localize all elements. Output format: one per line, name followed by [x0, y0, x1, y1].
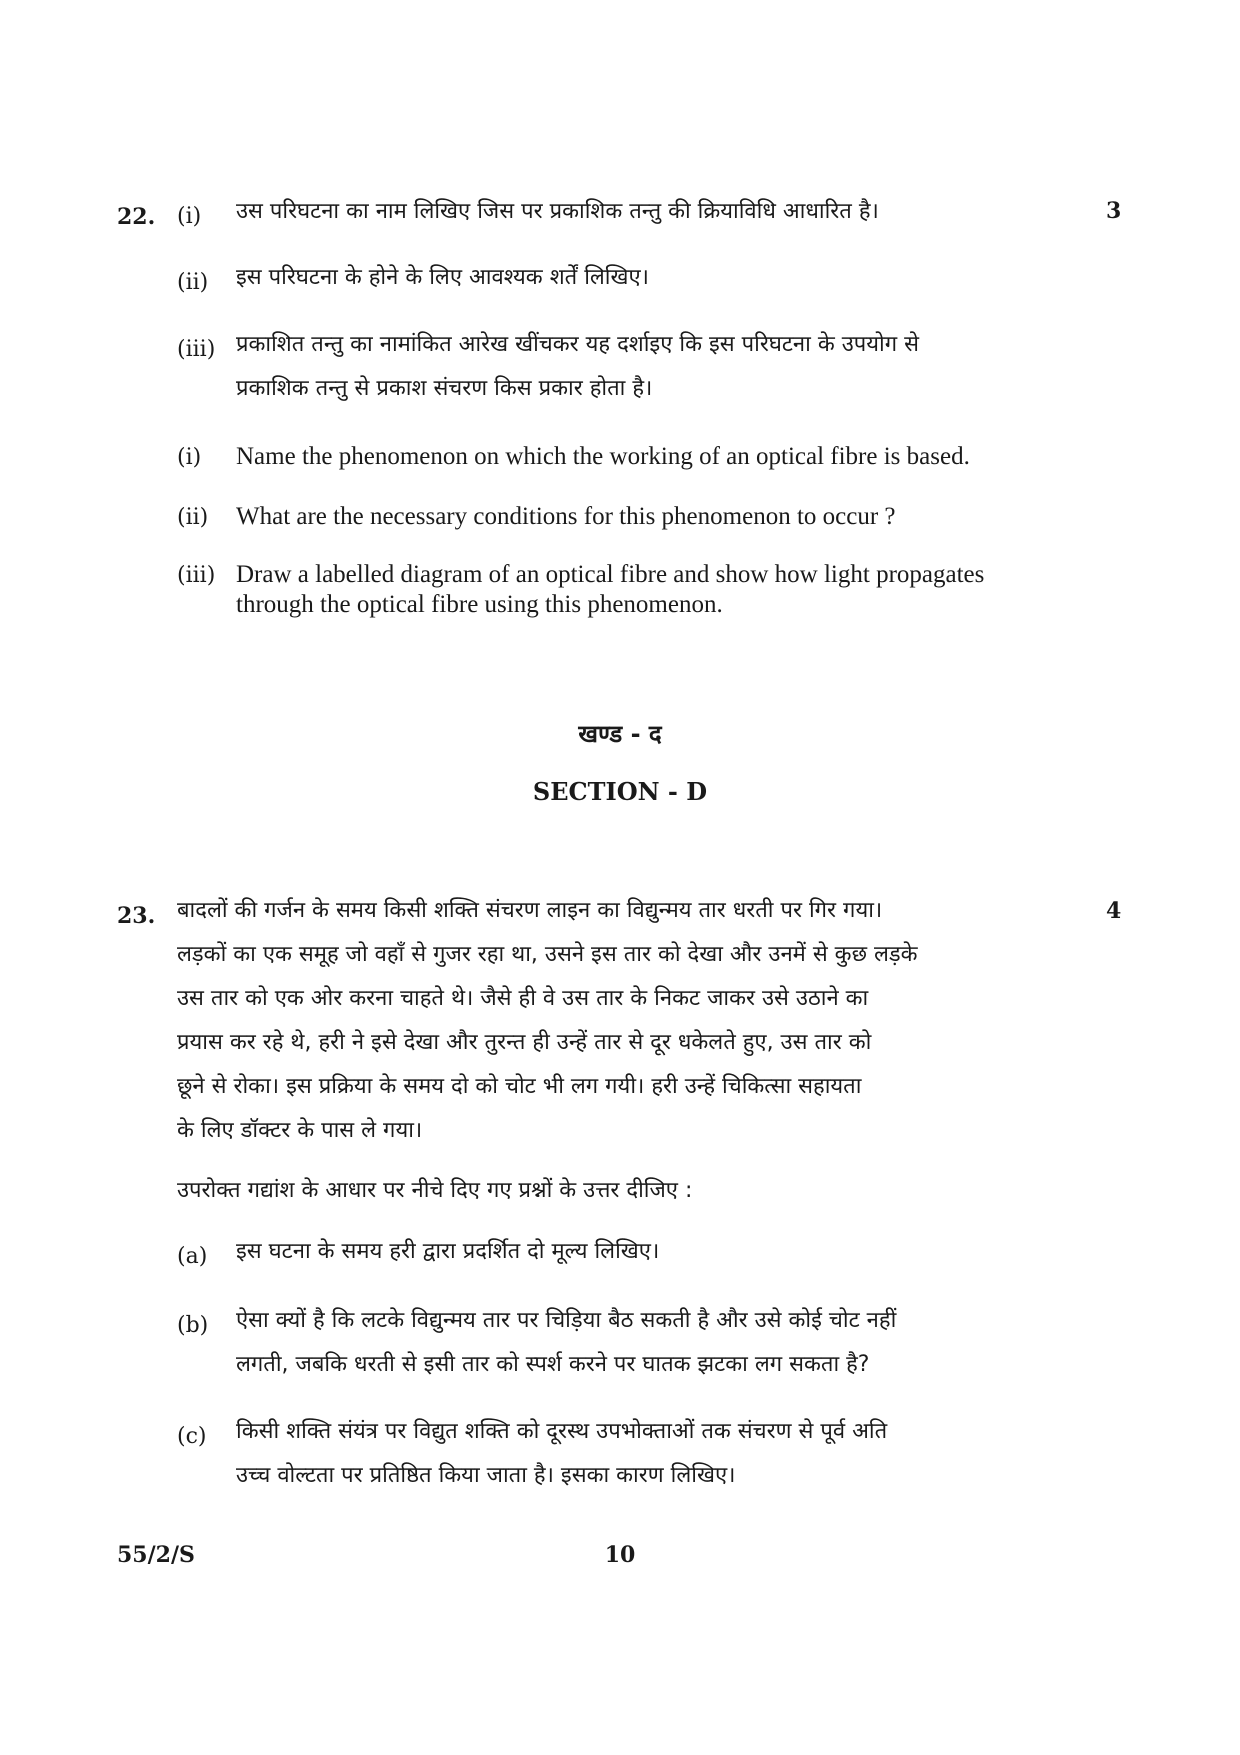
marks-22: 3	[1106, 198, 1122, 224]
q22-hindi-part-i-text: उस परिघटना का नाम लिखिए जिस पर प्रकाशिक तन्तु की क्रियाविधि आधारित है।	[236, 199, 879, 224]
q23-part-c-line-2: उच्च वोल्टता पर प्रतिष्ठित किया जाता है। इसका कारण लिखिए।	[236, 1463, 736, 1488]
q22-english-part-i-text: Name the phenomenon on which the working of an optical fibre is based.	[236, 443, 970, 470]
q22-hindi-part-iii-line-1: प्रकाशित तन्तु का नामांकित आरेख खींचकर यह दर्शाइए कि इस परिघटना के उपयोग से	[236, 332, 919, 357]
q23-part-b-line-2: लगती, जबकि धरती से इसी तार को स्पर्श करने पर घातक झटका लग सकता है?	[236, 1352, 870, 1377]
q22-english-part-ii-text: What are the necessary conditions for this phenomenon to occur ?	[236, 503, 896, 530]
section-heading-english: SECTION - D	[532, 777, 708, 806]
q23-part-c-label: (c)	[177, 1424, 207, 1449]
q23-passage-line-5: छूने से रोका। इस प्रक्रिया के समय दो को चोट भी लग गयी। हरी उन्हें चिकित्सा सहायता	[177, 1074, 862, 1099]
q22-hindi-part-i-label: (i)	[177, 204, 202, 229]
q22-hindi-part-iii-line-2: प्रकाशिक तन्तु से प्रकाश संचरण किस प्रकार होता है।	[236, 376, 653, 401]
q22-hindi-part-ii-text: इस परिघटना के होने के लिए आवश्यक शर्तें लिखिए।	[236, 265, 650, 290]
q22-hindi-part-ii-label: (ii)	[177, 270, 209, 295]
q23-part-b-line-1: ऐसा क्यों है कि लटके विद्युन्मय तार पर चिड़िया बैठ सकती है और उसे कोई चोट नहीं	[236, 1308, 897, 1333]
q22-english-part-ii-label: (ii)	[177, 505, 209, 530]
q22-english-part-iii-line-1: Draw a labelled diagram of an optical fibre and show how light propagates	[236, 561, 985, 588]
q23-part-b-label: (b)	[177, 1313, 209, 1338]
q22-english-part-i-label: (i)	[177, 445, 202, 470]
q23-part-c-line-1: किसी शक्ति संयंत्र पर विद्युत शक्ति को दूरस्थ उपभोक्ताओं तक संचरण से पूर्व अति	[236, 1419, 888, 1444]
q23-passage-line-4: प्रयास कर रहे थे, हरी ने इसे देखा और तुरन्त ही उन्हें तार से दूर धकेलते हुए, उस तार को	[177, 1030, 872, 1055]
q23-part-a-label: (a)	[177, 1244, 208, 1269]
page-number: 10	[604, 1542, 636, 1568]
q23-passage-line-2: लड़कों का एक समूह जो वहाँ से गुजर रहा था, उसने इस तार को देखा और उनमें से कुछ लड़के	[177, 942, 918, 967]
q23-passage-line-3: उस तार को एक ओर करना चाहते थे। जैसे ही वे उस तार के निकट जाकर उसे उठाने का	[177, 986, 869, 1011]
question-number-23: 23.	[117, 903, 156, 929]
q22-english-part-iii-label: (iii)	[177, 563, 216, 588]
marks-23: 4	[1106, 898, 1122, 924]
section-heading-hindi: खण्ड - द	[578, 720, 662, 748]
question-number-22: 22.	[117, 204, 156, 230]
q22-hindi-part-iii-label: (iii)	[177, 337, 216, 362]
paper-code: 55/2/S	[117, 1542, 195, 1568]
q22-english-part-iii-line-2: through the optical fibre using this phenomenon.	[236, 591, 723, 618]
q23-instruction: उपरोक्त गद्यांश के आधार पर नीचे दिए गए प्रश्नों के उत्तर दीजिए :	[177, 1178, 693, 1203]
q23-passage-line-1: बादलों की गर्जन के समय किसी शक्ति संचरण लाइन का विद्युन्मय तार धरती पर गिर गया।	[177, 898, 883, 923]
q23-part-a-text: इस घटना के समय हरी द्वारा प्रदर्शित दो मूल्य लिखिए।	[236, 1239, 660, 1264]
q23-passage-line-6: के लिए डॉक्टर के पास ले गया।	[177, 1118, 423, 1143]
